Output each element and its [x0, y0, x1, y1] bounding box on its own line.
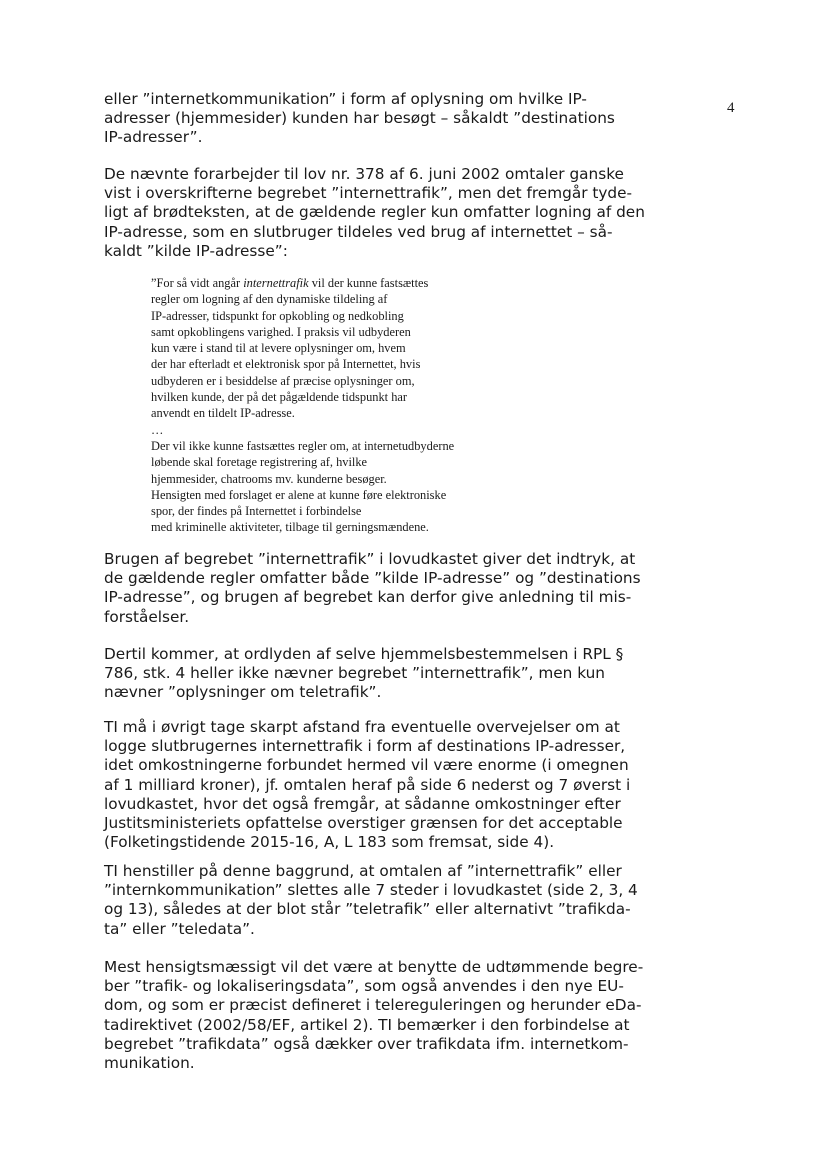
- quote-suffix: vil der kunne fastsættes: [308, 276, 429, 290]
- text-line: nævner ”oplysninger om teletrafik”.: [104, 683, 382, 702]
- text-line: ”internkommunikation” slettes alle 7 steder i lovudkastet (side 2, 3, 4: [104, 881, 638, 900]
- quote-line: anvendt en tildelt IP-adresse.: [151, 406, 295, 421]
- paragraph-2: [104, 165, 664, 261]
- text-line: idet omkostningerne forbundet hermed vil være enorme (i omegnen: [104, 756, 629, 775]
- quote-line: med kriminelle aktiviteter, tilbage til gerningsmændene.: [151, 520, 429, 535]
- text-line: begrebet ”trafikdata” også dækker over trafikdata ifm. internetkom-: [104, 1034, 629, 1053]
- text-line: eller ”internetkommunikation” i form af oplysning om hvilke IP-: [104, 90, 587, 108]
- text-line: af 1 milliard kroner), jf. omtalen heraf på side 6 nederst og 7 øverst i: [104, 775, 631, 794]
- paragraph-4: [104, 645, 664, 703]
- text-line: ta” eller ”teledata”.: [104, 919, 255, 938]
- text-line: TI må i øvrigt tage skarpt afstand fra eventuelle overvejelser om at: [104, 718, 620, 736]
- paragraph-1: [104, 90, 664, 148]
- text-line: 786, stk. 4 heller ikke nævner begrebet ”internettrafik”, men kun: [104, 664, 605, 683]
- quote-line: der har efterladt et elektronisk spor på Internettet, hvis: [151, 357, 421, 372]
- text-line: kaldt ”kilde IP-adresse”:: [104, 241, 288, 260]
- text-line: ber ”trafik- og lokaliseringsdata”, som også anvendes i den nye EU-: [104, 977, 624, 996]
- text-line: Dertil kommer, at ordlyden af selve hjemmelsbestemmelsen i RPL §: [104, 645, 624, 663]
- text-line: Mest hensigtsmæssigt vil det være at benytte de udtømmende begre-: [104, 958, 644, 976]
- text-line: De nævnte forarbejder til lov nr. 378 af 6. juni 2002 omtaler ganske: [104, 165, 624, 183]
- quote-prefix: ”For så vidt angår: [151, 276, 244, 290]
- text-line: vist i overskrifterne begrebet ”internettrafik”, men det fremgår tyde-: [104, 184, 633, 203]
- quote-line: regler om logning af den dynamiske tildeling af: [151, 292, 388, 307]
- text-line: adresser (hjemmesider) kunden har besøgt – såkaldt ”destinations: [104, 109, 615, 128]
- paragraph-3: [104, 550, 664, 627]
- text-line: logge slutbrugernes internettrafik i form af destinations IP-adresser,: [104, 737, 626, 756]
- quote-line: kun være i stand til at levere oplysninger om, hvem: [151, 341, 406, 356]
- paragraph-6: [104, 862, 664, 939]
- text-line: de gældende regler omfatter både ”kilde IP-adresse” og ”destinations: [104, 569, 641, 588]
- paragraph-7: [104, 958, 664, 1073]
- text-line: (Folketingstidende 2015-16, A, L 183 som fremsat, side 4).: [104, 833, 555, 852]
- text-line: IP-adresse”, og brugen af begrebet kan derfor give anledning til mis-: [104, 588, 632, 607]
- quote-line: IP-adresser, tidspunkt for opkobling og nedkobling: [151, 308, 404, 323]
- quote-line: spor, der findes på Internettet i forbindelse: [151, 504, 362, 519]
- page-number: 4: [727, 100, 735, 116]
- block-quote: [151, 275, 551, 536]
- text-line: Brugen af begrebet ”internettrafik” i lovudkastet giver det indtryk, at: [104, 550, 636, 568]
- text-line: ligt af brødteksten, at de gældende regler kun omfatter logning af den: [104, 203, 645, 222]
- text-line: IP-adresse, som en slutbruger tildeles ved brug af internettet – så-: [104, 222, 613, 241]
- quote-line: hvilken kunde, der på det pågældende tidspunkt har: [151, 390, 408, 405]
- text-line: IP-adresser”.: [104, 128, 203, 147]
- text-line: forståelser.: [104, 607, 190, 626]
- text-line: Justitsministeriets opfattelse overstiger grænsen for det acceptable: [104, 814, 623, 833]
- quote-line: hjemmesider, chatrooms mv. kunderne besøger.: [151, 471, 387, 486]
- quote-line: løbende skal foretage registrering af, hvilke: [151, 455, 368, 470]
- paragraph-5: [104, 718, 664, 852]
- quote-line: samt opkoblingens varighed. I praksis vil udbyderen: [151, 324, 411, 339]
- text-line: dom, og som er præcist defineret i telereguleringen og herunder eDa-: [104, 996, 642, 1015]
- quote-line: [151, 275, 551, 291]
- text-line: lovudkastet, hvor det også fremgår, at sådanne omkostninger efter: [104, 794, 621, 813]
- text-line: munikation.: [104, 1054, 195, 1073]
- quote-line: udbyderen er i besiddelse af præcise oplysninger om,: [151, 373, 415, 388]
- text-line: TI henstiller på denne baggrund, at omtalen af ”internettrafik” eller: [104, 862, 622, 880]
- quote-emphasis: internettrafik: [243, 276, 309, 290]
- quote-line: Hensigten med forslaget er alene at kunne føre elektroniske: [151, 487, 447, 502]
- quote-line: …: [151, 422, 164, 437]
- text-line: tadirektivet (2002/58/EF, artikel 2). TI bemærker i den forbindelse at: [104, 1015, 630, 1034]
- quote-line: Der vil ikke kunne fastsættes regler om, at internetudbyderne: [151, 438, 455, 453]
- text-line: og 13), således at der blot står ”teletrafik” eller alternativt ”trafikda-: [104, 900, 631, 919]
